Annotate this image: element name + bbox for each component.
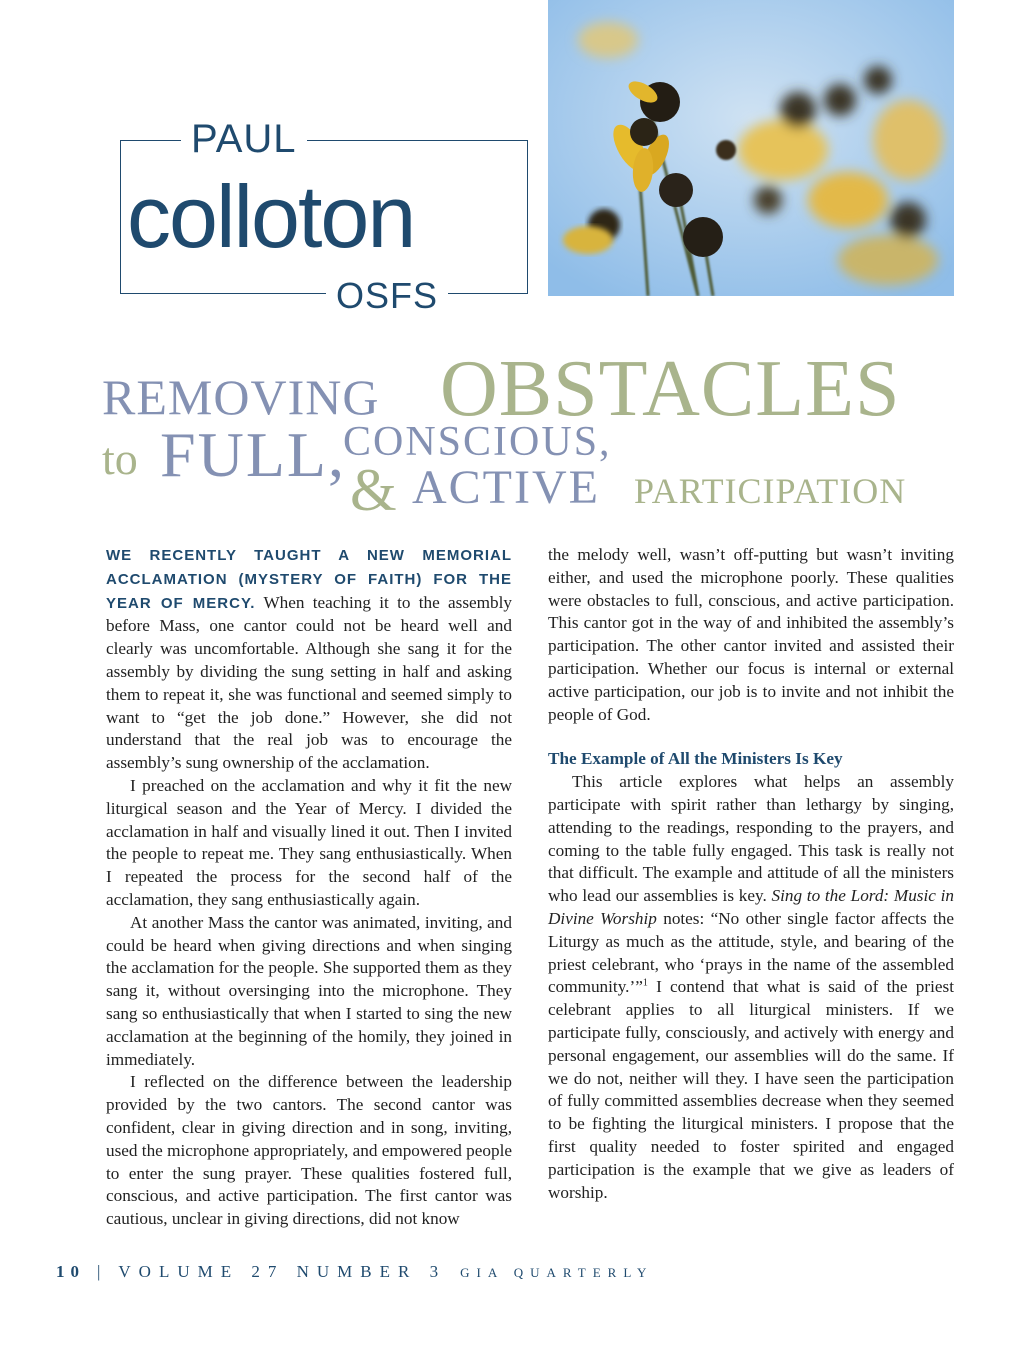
paragraph	[548, 771, 954, 1204]
paragraph: the melody well, wasn’t off-putting but wasn’t inviting either, and used the microphone poorly. These qualities were obstacles to full, conscious, and active participation. This cantor got in the way of and inhibited the assembly’s participation. The other cantor invited and assisted their participation. Whether our focus is internal or external active participation, our job is to invite and not inhibit the people of God.	[548, 545, 954, 724]
paragraph: At another Mass the cantor was animated, inviting, and could be heard when giving directions and when singing the acclamation for the people. She supported them as they sang it, without oversinging into the microphone. They sang so enthusiastically that when I started to sing the new acclamation at the beginning of the homily, they joined in immediately.	[106, 912, 512, 1069]
footer-separator: |	[97, 1262, 101, 1281]
title-active: ACTIVE	[412, 461, 600, 514]
author-last-name: colloton	[127, 167, 415, 266]
title-ampersand: &	[350, 457, 397, 523]
page-number: 10	[56, 1262, 85, 1281]
title-full: FULL,	[160, 419, 346, 490]
section-heading: The Example of All the Ministers Is Key	[548, 749, 843, 769]
paragraph-text: notes: “No other single factor affects the Liturgy as much as the attitude, style, and bearing of the priest celebrant, who ‘prays in the name of the assembled community.’”	[548, 908, 954, 997]
title-to: to	[102, 433, 138, 484]
title-removing: REMOVING	[102, 369, 380, 425]
lead-in: WE RECENTLY TAUGHT A NEW MEMORIAL ACCLAMATION (MYSTERY OF FAITH) FOR THE YEAR OF MERCY.	[106, 547, 512, 612]
title-obstacles: OBSTACLES	[440, 345, 901, 433]
article-column-left	[106, 544, 512, 1231]
paragraph: I reflected on the difference between the leadership provided by the two cantors. The second cantor was confident, clear in giving direction and in song, inviting, used the microphone appropriately, and empowered people to enter the sung prayer. These qualities fostered full, conscious, and active participation. The first cantor was cautious, unclear in giving directions, did not know	[106, 1072, 512, 1229]
paragraph: I preached on the acclamation and why it fit the new liturgical season and the Year of Mercy. I divided the acclamation in half and visually lined it out. Then I invited the people to repeat me. They sang enthusiastically. When I repeated the process for the second half of the acclamation, they sang enthusiastically again.	[106, 775, 512, 909]
paragraph-text: This article explores what helps an assembly participate with spirit rather than lethargy by singing, attending to the readings, responding to the prayers, and coming to the table fully engaged. This task is really not that difficult. The example and attitude of all the ministers who lead our assemblies is key.	[548, 772, 954, 906]
author-first-name: PAUL	[181, 117, 307, 161]
article-column-right	[548, 544, 954, 1204]
author-religious-order: OSFS	[326, 277, 448, 315]
footnote-marker: 1	[642, 977, 648, 989]
author-box	[120, 117, 528, 316]
paragraph-text: I contend that what is said of the priest celebrant applies to all liturgical ministers. If we participate fully, consciously, and actively with energy and personal engagement, our assemblies will do the same. If we do not, neither will they. I have seen the participation of fully committed assemblies decrease when they seemed to be fighting the liturgical ministers. I propose that the first quality needed to foster spirited and engaged participation is the example that we give as leaders of worship.	[548, 977, 954, 1202]
paragraph	[106, 544, 512, 775]
flower-illustration	[548, 0, 954, 296]
paragraph-text: When teaching it to the assembly before Mass, one cantor could not be heard well and clearly was uncomfortable. Although she sang it for the assembly by dividing the sung setting in half and asking them to repeat it, she was functional and seemed simply to want to “get the job done.” However, she did not understand that the real job was to encourage the assembly’s sung ownership of the acclamation.	[106, 592, 512, 773]
book-title: Sing to the Lord: Music in Divine Worship	[548, 886, 955, 928]
volume-info: VOLUME 27 NUMBER 3	[118, 1262, 447, 1281]
flower-photo	[548, 0, 954, 296]
magazine-name: GIA QUARTERLY	[460, 1265, 654, 1280]
title-conscious: CONSCIOUS,	[343, 419, 612, 465]
page-footer	[56, 1262, 653, 1282]
title-participation: PARTICIPATION	[634, 471, 907, 511]
